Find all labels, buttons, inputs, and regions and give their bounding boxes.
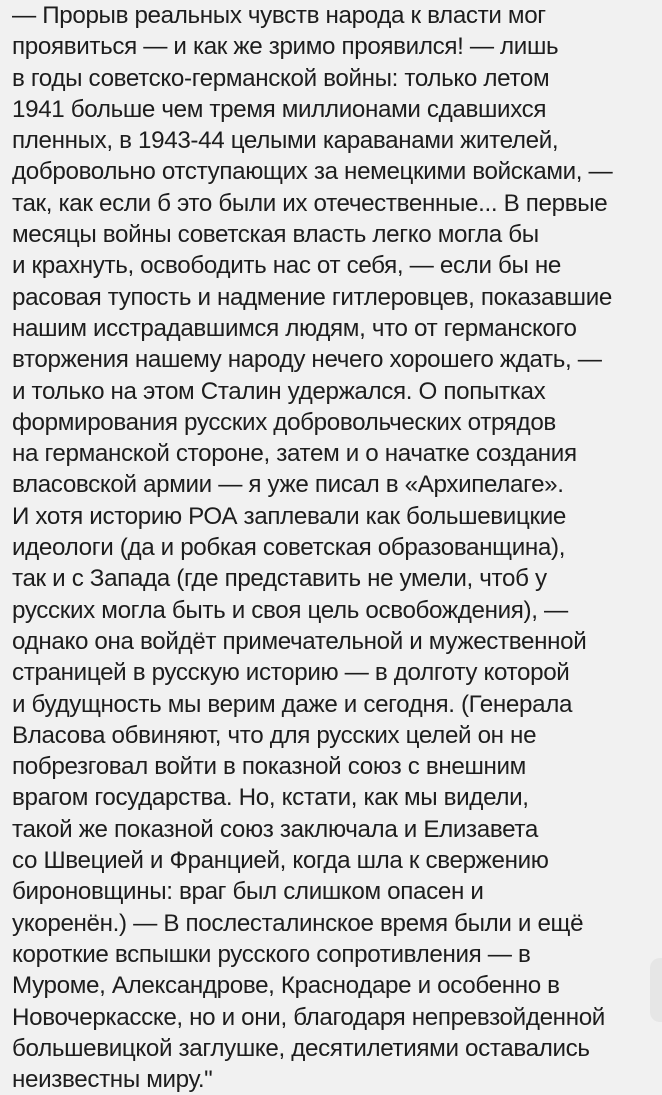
text-line-31: короткие вспышки русского сопротивления — в bbox=[12, 940, 531, 968]
text-line-18: идеологи (да и робкая советская образованщина), bbox=[12, 534, 566, 562]
text-line-7: так, как если б это были их отечественные... В первые bbox=[12, 189, 608, 217]
text-line-28: со Швецией и Францией, когда шла к свержению bbox=[12, 847, 549, 875]
text-line-4: 1941 больше чем тремя миллионами сдавшихся bbox=[12, 95, 547, 123]
text-line-9: и крахнуть, освободить нас от себя, — если бы не bbox=[12, 252, 561, 280]
text-line-2: проявиться — и как же зримо проявился! — лишь bbox=[12, 33, 559, 61]
text-line-20: русских могла быть и своя цель освобождения), — bbox=[12, 596, 568, 624]
text-line-16: власовской армии — я уже писал в «Архипелаге». bbox=[12, 471, 564, 499]
article-text bbox=[12, 0, 657, 1095]
text-line-21: однако она войдёт примечательной и мужественной bbox=[12, 627, 587, 655]
text-line-33: Новочеркасске, но и они, благодаря непревзойденной bbox=[12, 1003, 605, 1031]
text-line-30: укоренён.) — В послесталинское время были и ещё bbox=[12, 909, 584, 937]
text-line-32: Муроме, Александрове, Краснодаре и особенно в bbox=[12, 972, 560, 1000]
text-line-13: и только на этом Сталин удержался. О попытках bbox=[12, 377, 546, 405]
text-line-5: пленных, в 1943-44 целыми караванами жителей, bbox=[12, 127, 559, 155]
text-line-1: — Прорыв реальных чувств народа к власти мог bbox=[12, 2, 546, 29]
text-line-19: так и с Запада (где представить не умели, чтоб у bbox=[12, 565, 547, 593]
text-line-34: большевицкой заглушке, десятилетиями оставались bbox=[12, 1034, 590, 1062]
text-line-22: страницей в русскую историю — в долготу которой bbox=[12, 659, 570, 687]
text-line-25: побрезговал войти в показной союз с внешним bbox=[12, 753, 526, 781]
text-line-14: формирования русских добровольческих отрядов bbox=[12, 408, 556, 436]
text-line-17: И хотя историю РОА заплевали как большевицкие bbox=[12, 502, 566, 530]
text-line-12: вторжения нашему народу нечего хорошего ждать, — bbox=[12, 346, 602, 374]
text-line-29: бироновщины: враг был слишком опасен и bbox=[12, 878, 484, 906]
text-line-10: расовая тупость и надмение гитлеровцев, показавшие bbox=[12, 283, 612, 311]
text-line-6: добровольно отступающих за немецкими войсками, — bbox=[12, 158, 613, 186]
text-line-15: на германской стороне, затем и о начатке создания bbox=[12, 440, 577, 468]
text-line-8: месяцы войны советская власть легко могла бы bbox=[12, 221, 539, 249]
text-line-24: Власова обвиняют, что для русских целей он не bbox=[12, 721, 537, 749]
text-line-3: в годы советско-германской войны: только летом bbox=[12, 64, 550, 92]
text-line-23: и будущность мы верим даже и сегодня. (Генерала bbox=[12, 690, 573, 718]
scroll-handle[interactable] bbox=[650, 958, 662, 1022]
text-line-27: такой же показной союз заключала и Елизавета bbox=[12, 815, 538, 843]
text-line-35: неизвестны миру." bbox=[12, 1066, 213, 1094]
text-line-26: врагом государства. Но, кстати, как мы видели, bbox=[12, 784, 529, 812]
text-line-11: нашим исстрадавшимся людям, что от германского bbox=[12, 314, 577, 342]
